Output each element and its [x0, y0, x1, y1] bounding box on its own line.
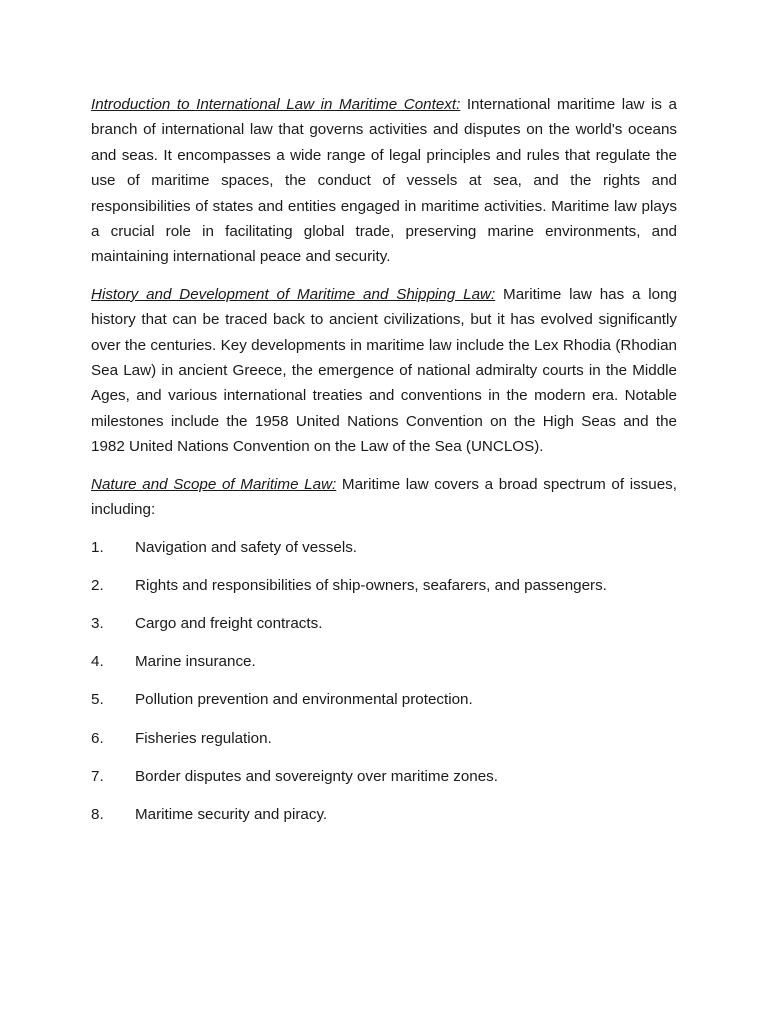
list-item-text: Fisheries regulation. [135, 729, 272, 747]
scope-heading: Nature and Scope of Maritime Law: [91, 475, 337, 493]
list-item [91, 573, 677, 598]
scope-list [91, 535, 677, 828]
history-body: Maritime law has a long history that can be traced back to ancient civilizations, but it has evolved significantly over the centuries. Key developments in maritime law include the Lex Rhodia (Rhodian Sea Law) in ancient Greece, the emergence of national admiralty courts in the Middle Ages, and various international treaties and conventions in the modern era. Notable milestones include the 1958 United Nations Convention on the High Seas and the 1982 United Nations Convention on the Law of the Sea (UNCLOS). [91, 285, 677, 456]
list-item [91, 535, 677, 560]
list-item-number: 8. [91, 805, 104, 823]
list-item-number: 2. [91, 576, 104, 594]
list-item-text: Border disputes and sovereignty over maritime zones. [135, 767, 498, 785]
list-item [91, 802, 677, 827]
list-item [91, 611, 677, 636]
list-item-text: Maritime security and piracy. [135, 805, 328, 823]
list-item [91, 726, 677, 751]
list-item-number: 6. [91, 729, 104, 747]
list-item-text: Cargo and freight contracts. [135, 614, 323, 632]
intro-body: International maritime law is a branch of international law that governs activities and disputes on the world's oceans and seas. It encompasses a wide range of legal principles and rules that regulate the use of maritime spaces, the conduct of vessels at sea, and the rights and responsibilities of states and entities engaged in maritime activities. Maritime law plays a crucial role in facilitating global trade, preserving marine environments, and maintaining international peace and security. [91, 96, 677, 266]
list-item [91, 649, 677, 674]
list-item-number: 4. [91, 653, 104, 671]
history-heading: History and Development of Maritime and Shipping Law: [91, 285, 496, 303]
scope-paragraph [91, 472, 677, 523]
list-item [91, 764, 677, 789]
intro-paragraph [91, 92, 677, 270]
list-item [91, 687, 677, 712]
list-item-text: Pollution prevention and environmental protection. [135, 691, 473, 709]
list-item-text: Marine insurance. [135, 653, 256, 671]
list-item-number: 3. [91, 614, 104, 632]
intro-heading: Introduction to International Law in Maritime Context: [91, 96, 461, 113]
list-item-text: Navigation and safety of vessels. [135, 538, 358, 556]
scope-body: Maritime law covers a broad spectrum of issues, including: [91, 475, 677, 519]
history-paragraph [91, 282, 677, 460]
document-page [91, 92, 677, 840]
list-item-number: 5. [91, 691, 104, 709]
list-item-number: 1. [91, 538, 104, 556]
list-item-number: 7. [91, 767, 104, 785]
list-item-text: Rights and responsibilities of ship-owners, seafarers, and passengers. [135, 576, 607, 594]
